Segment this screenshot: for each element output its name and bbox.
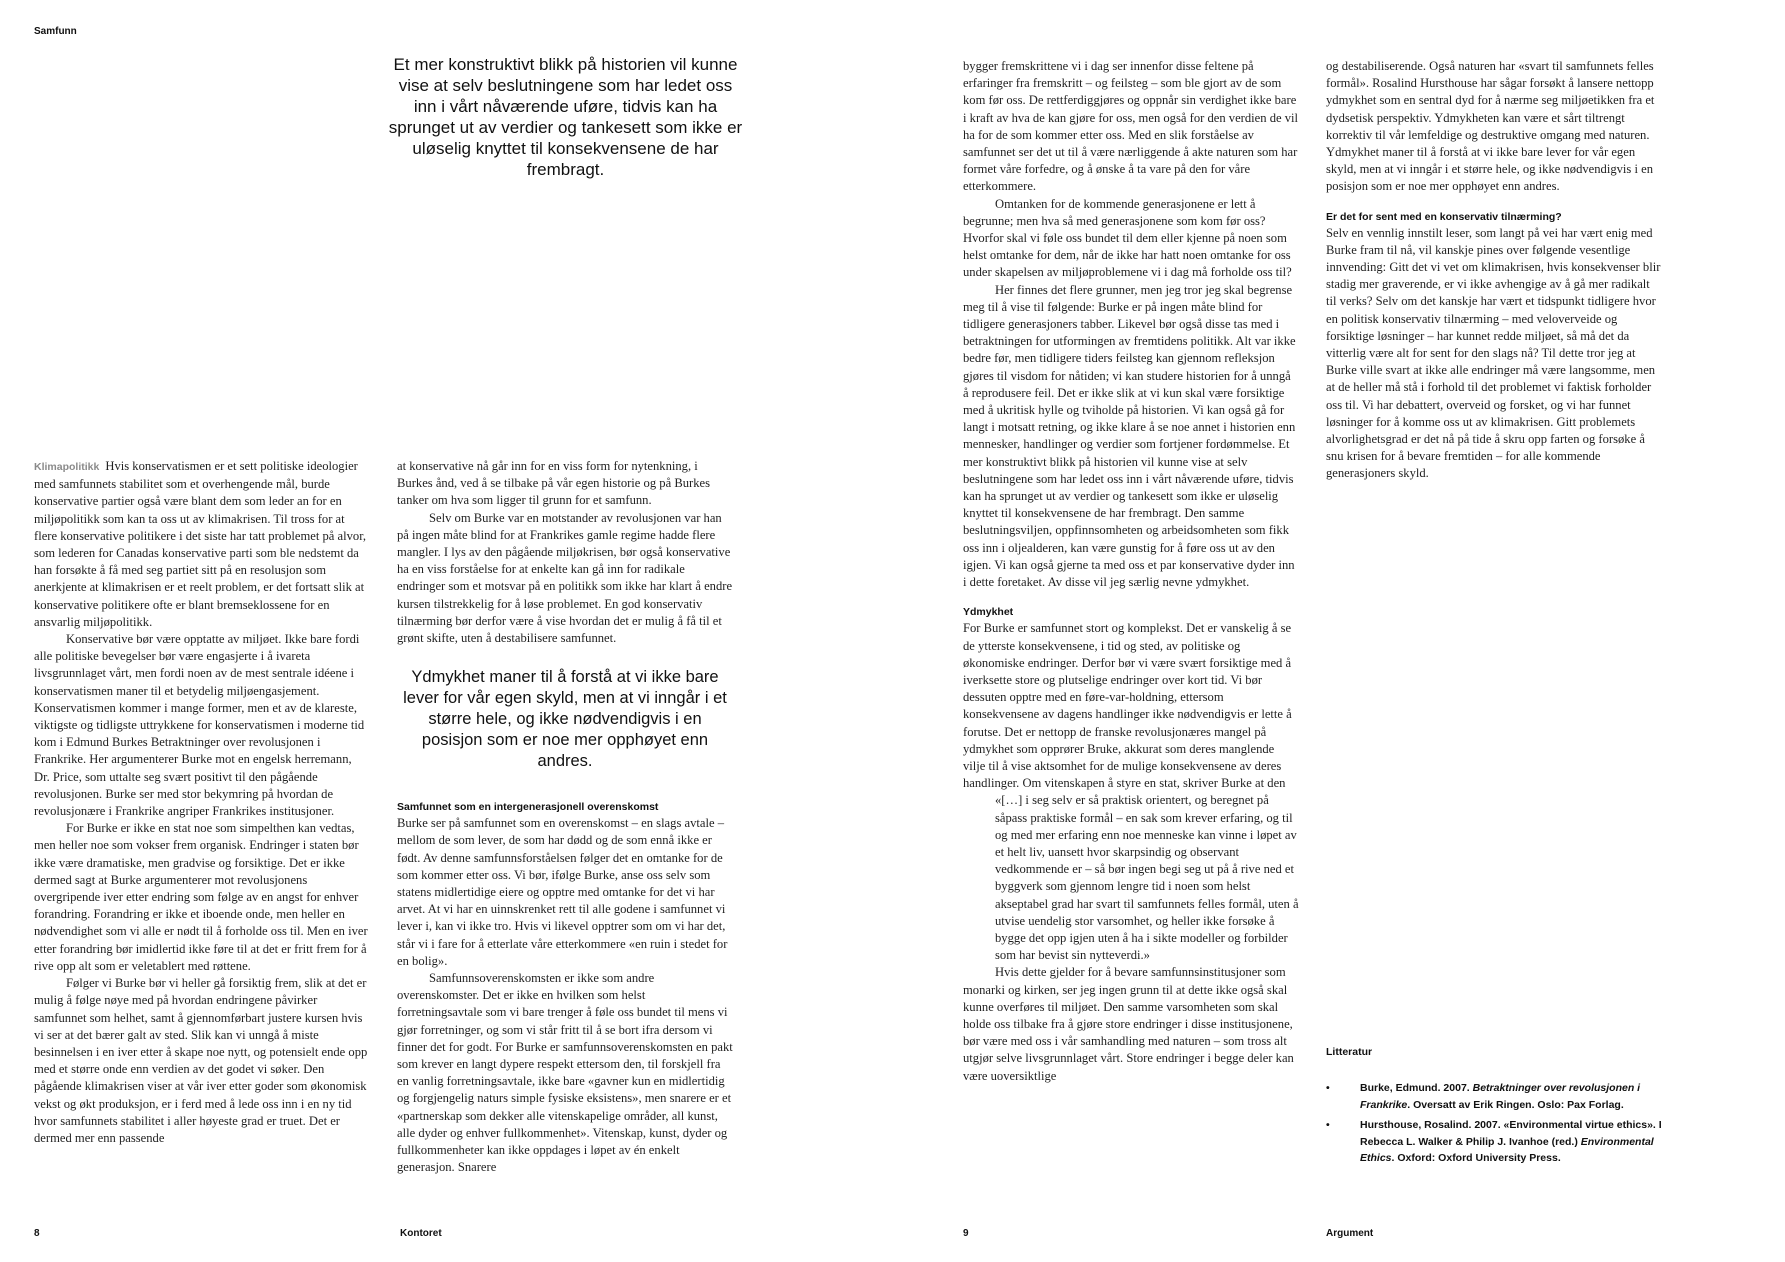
paragraph: Burke ser på samfunnet som en overenskomst – en slags avtale – mellom de som lever, de som har dødd og de som ennå ikke er født. Av denne samfunnsforståelsen følger det en omtanke for de som kommer etter oss. Vi bør, ifølge Burke, anse oss selv som statens midlertidige eiere og opptre med omtanke for det vi har arvet. At vi har en uinnskrenket rett til alle godene i samfunnet vi lever i, kan vi ikke tro. Hvis vi likevel opptrer som om vi har det, står vi i fare for å etterlate våre etterkommere «en ruin i stedet for en bolig». (397, 816, 728, 968)
paragraph: Samfunnsoverenskomsten er ikke som andre overenskomster. Det er ikke en hvilken som helst forretningsavtale som vi bare trenger å føle oss bundet til mens vi gjør forretninger, og som vi står fritt til å se bort ifra dersom vi finner det for godt. For Burke er samfunnsoverenskomsten en pakt som krever en langt dypere respekt ettersom den, til forskjell fra en vanlig forretningsavtale, ikke bare «gavner kun en midlertidig og forgjengelig naturs simple fysiske eksistens», men snarere er et «partnerskap som dekker alle vitenskapelige områder, all kunst, alle dyder og enhver fullkommenhet». Vitenskap, kunst, dyder og fullkommenheter kan ikke oppdages i løpet av én enkelt generasjon. Snarere (397, 971, 733, 1175)
section-subhead: Er det for sent med en konservativ tilnærming? (1326, 210, 1562, 223)
paragraph: at konservative nå går inn for en viss form for nytenkning, i Burkes ånd, ved å se tilbake på vår egen historie og på Burkes tanker om hva som ligger til grunn for et samfunn. (397, 459, 710, 508)
right-column-2 (1326, 58, 1662, 483)
reference-text: . Oxford: Oxford University Press. (1391, 1152, 1561, 1164)
paragraph: For Burke er samfunnet stort og komplekst. Det er vanskelig å se de ytterste konsekvensene, i tid og sted, av politiske og økonomiske endringer. Derfor bør vi være svært forsiktige med å iverksette store og plutselige endringer over kort tid. Vi bør dessuten opptre med en føre-var-holdning, ettersom konsekvensene av dagens handlinger ikke nødvendigvis er lette å forutse. Det er nettopp de franske revolusjonæres mangel på ydmykhet som opprører Bruke, akkurat som deres manglende vilje til å vise aktsomhet for de mulige konsekvensene av deres handlinger. Om vitenskapen å styre en stat, skriver Burke at den (963, 621, 1292, 791)
left-page (0, 0, 892, 1262)
block-quote: «[…] i seg selv er så praktisk orientert, og beregnet på såpass praktiske formål – en sak som krever erfaring, og til og med mer erfaring enn noe menneske kan vinne i løpet av et helt liv, uansett hvor skarpsindig og observant vedkommende er – så bør ingen begi seg ut på å rive ned et byggverk som gjennom lengre tid i noen som helst akseptabel grad har svart til samfunnets felles formål, uten å utvise uendelig stor varsomhet, og heller ikke forsøke å bygge det opp igjen uten å ha i sikte modeller og forbilder som har bevist sin nytteverdi.» (995, 793, 1299, 963)
literature-title: Litteratur (1326, 1046, 1373, 1058)
bullet: • (1326, 1119, 1330, 1131)
paragraph: For Burke er ikke en stat noe som simpelthen kan vedtas, men heller noe som vokser frem organisk. Endringer i staten bør ikke være dramatiske, men gradvise og forsiktige. Det er ikke dermed sagt at Burke argumenterer mot revolusjonens overgripende iver etter endring som følge av en angst for enhver forandring. Forandring er ikke et iboende onde, men heller en nødvendighet som vi alle er nødt til å forholde oss til. Men en iver etter forandring bør imidlertid ikke føre til at det er fritt frem for å rive opp alt som er veletablert med røttene. (34, 821, 368, 973)
left-column-1 (34, 458, 370, 1147)
footer-label: Argument (1326, 1228, 1374, 1239)
reference-text: . Oversatt av Erik Ringen. Oslo: Pax Forlag. (1407, 1098, 1624, 1111)
right-page (893, 0, 1785, 1262)
paragraph-text: Hvis konservatismen er et sett politiske ideologier med samfunnets stabilitet som et overhengende mål, burde konservative partier også være blant dem som leder an for en miljøpolitikk som kan ta oss ut av klimakrisen. Til tross for at flere konservative politikere i det siste har tatt problemet på alvor, som lederen for Canadas konservative parti som ble nedstemt da han forsøkte å få med seg partiet sitt på en resolusjon som anerkjente at klimakrisen er et reelt problem, er det fortsatt slik at konservative politikere ofte er blant bremseklossene for en ansvarlig miljøpolitikk. (34, 459, 367, 629)
paragraph: Hvis dette gjelder for å bevare samfunnsinstitusjoner som monarki og kirken, ser jeg ingen grunn til at dette ikke også skal kunne overføres til miljøet. Den samme varsomheten som skal holde oss tilbake fra å gjøre store endringer i disse institusjonene, bør være med oss i vår samhandling med naturen – som tross alt utgjør selve livsgrunnlaget vårt. Store endringer i begge deler kan være uoversiktlige (963, 965, 1294, 1083)
bullet: • (1326, 1082, 1330, 1094)
paragraph: Omtanken for de kommende generasjonene er lett å begrunne; men hva så med generasjonene som kom før oss? Hvorfor skal vi føle oss bundet til dem eller kjenne på noen som helst omtanke for dem, når de ikke har hatt noen omtanke for oss under skapelsen av miljøproblemene vi i dag må forholde oss til? (963, 196, 1292, 280)
reference-title: Betraktninger over revolusjonen i Frankrike (1360, 1082, 1641, 1111)
paragraph: Følger vi Burke bør vi heller gå forsiktig frem, slik at det er mulig å følge nøye med på hvordan endringene påvirker samfunnet som helhet, samt å gjennomførbart justere kursen hvis vi ser at det bærer galt av sted. Slik kan vi unngå å miste besinnelsen i en iver etter å skape noe nytt, og potensielt ende opp med et større onde enn verdien av det godet vi søker. Den pågående klimakrisen viser at vår iver etter goder som økonomisk vekst og økt produksjon, er i ferd med å lede oss inn i en ny tid hvor samfunnets stabilitet i aller høyeste grad er truet. Det er dermed mer enn passende (34, 976, 368, 1145)
literature-list (1326, 1080, 1662, 1167)
list-item (1326, 1080, 1662, 1113)
section-subhead: Samfunnet som en intergenerasjonell overenskomst (397, 801, 659, 814)
paragraph: Selv om Burke var en motstander av revolusjonen var han på ingen måte blind for at Frankrikes gamle regime hadde flere mangler. I lys av den pågående miljøkrisen, bør også konservative ha en viss forståelse for at enkelte kan gå inn for radikale endringer som et motsvar på en politikk som ikke har klart å endre kursen tilstrekkelig for å løse problemet. En god konservativ tilnærming bør derfor være å vise hvordan det er mulig å få til et grønt skifte, uten å destabilisere samfunnet. (397, 510, 733, 646)
section-subhead: Ydmykhet (963, 606, 1014, 619)
literature-section (1326, 1046, 1662, 1171)
reference-title: Environmental Ethics (1360, 1135, 1654, 1164)
paragraph (34, 458, 370, 631)
left-column-2 (397, 458, 733, 1177)
kicker: Klimapolitikk (34, 461, 100, 473)
page-number: 8 (34, 1228, 40, 1239)
page-number: 9 (963, 1228, 969, 1239)
paragraph: Her finnes det flere grunner, men jeg tror jeg skal begrense meg til å vise til følgende: Burke er på ingen måte blind for tidligere generasjoners tabber. Likevel bør også disse tas med i betraktningen for utformingen av fremtidens politikk. Alt var ikke bedre før, men tidligere tiders feilsteg kan gjennom refleksjon gjøres til visdom for nåtiden; vi kan studere historien for å unngå å reprodusere feil. Det er ikke slik at vi kun skal være forsiktige med å ukritisk hylle og tviholde på historien. Vi kan også gå for langt i motsatt retning, og ikke klare å se noe annet i historien enn mennesker, handlinger og verdier som fortjener fordømmelse. Et mer konstruktivt blikk på historien vil kunne vise at selv beslutningene som har ledet oss inn i vårt nåværende uføre, tidvis kan ha sprunget ut av verdier og tankesett som ikke er uløselig knyttet til konsekvensene de har frembragt. Den samme beslutningsviljen, oppfinnsomheten og arbeidsomheten som fikk oss inn i oljealderen, kan være gunstig for å føre oss ut av den igjen. Vi kan også gjerne ta med oss et par konservative dyder inn i dette foretaket. Av disse vil jeg særlig nevne ydmykhet. (963, 282, 1296, 590)
paragraph: Selv en vennlig innstilt leser, som langt på vei har vært enig med Burke fram til nå, vil kanskje pines over følgende vesentlige innvending: Gitt det vi vet om klimakrisen, hvis konsekvenser blir stadig mer graverende, er vi ikke avhengige av å gå mer radikalt til verks? Selv om det kanskje har vært et tidspunkt tidligere hvor en politisk konservativ tilnærming – med veloverveide og forsiktige løsninger – har kunnet redde miljøet, så må det da vitterlig være alt for sent for den slags nå? Til dette tror jeg at Burke ville svart at ikke alle endringer må være langsomme, men at de heller må stå i forhold til det problemet vi faktisk forholder oss til. Vi har debattert, overveid og forsket, og vi har funnet løsninger for å komme oss ut av klimakrisen. Gitt problemets alvorlighetsgrad er det nå på tide å skru opp farten og forsøke å snu krisen for å bevare fremtiden – for alle kommende generasjoners skyld. (1326, 225, 1661, 481)
paragraph: og destabiliserende. Også naturen har «svart til samfunnets felles formål». Rosalind Hursthouse har sågar forsøkt å lansere nettopp ydmykhet som en sentral dyd for å nærme seg miljøetikken fra et dydsetisk perspektiv. Ydmykheten kan være et sårt tiltrengt korrektiv til vår lemfeldige og destruktive omgang med naturen. Ydmykhet maner til å forstå at vi ikke bare lever for vår egen skyld, men at vi inngår i et større hele, og ikke nødvendigvis i en posisjon som er noe mer opphøyet enn andres. (1326, 59, 1655, 194)
paragraph: bygger fremskrittene vi i dag ser innenfor disse feltene på erfaringer fra fremskritt – og feilsteg – som ble gjort av de som kom før oss. De rettferdiggjøres og oppnår sin verdighet ikke bare i kraft av hva de kan gjøre for oss, men også for den verdien de vil ha for de som kommer etter oss. Med en slik forståelse av samfunnet ser det ut til å være nærliggende å akte naturen som har formet våre forfedre, og å ønske å ta vare på den for våre etterkommere. (963, 59, 1299, 194)
footer-label: Kontoret (400, 1228, 442, 1239)
list-item (1326, 1117, 1662, 1167)
paragraph: Konservative bør være opptatte av miljøet. Ikke bare fordi alle politiske bevegelser bør være engasjerte i å ivareta livsgrunnlaget vårt, men fordi noen av de mest sentrale idéene i konservatismen maner til et betydelig miljøengasjement. Konservatismen kommer i mange former, men et av de klareste, viktigste og tidligste uttrykkene for konservatismen i moderne tid kom i Edmund Burkes Betraktninger over revolusjonen i Frankrike. Her argumenterer Burke mot en engelsk herremann, Dr. Price, som uttalte seg svært positivt til den pågående revolusjonen. Burke ser med stor bekymring på hvordan de revolusjonære i Frankrike angriper Frankrikes institusjoner. (34, 632, 365, 819)
right-column-1 (963, 58, 1299, 1085)
section-label: Samfunn (34, 26, 77, 37)
reference-text: Burke, Edmund. 2007. (1360, 1082, 1473, 1094)
pullquote-middle: Ydmykhet maner til å forstå at vi ikke bare lever for vår egen skyld, men at vi inngår i et større hele, og ikke nødvendigvis i en posisjon som er noe mer opphøyet enn andres. (403, 668, 727, 771)
pullquote-top: Et mer konstruktivt blikk på historien vil kunne vise at selv beslutningene som har ledet oss inn i vårt nåværende uføre, tidvis kan ha sprunget ut av verdier og tankesett som ikke er uløselig knyttet til konsekvensene de har frembragt. (388, 55, 743, 179)
reference-text: Hursthouse, Rosalind. 2007. «Environmental virtue ethics». I Rebecca L. Walker & Philip J. Ivanhoe (red.) (1360, 1119, 1662, 1148)
